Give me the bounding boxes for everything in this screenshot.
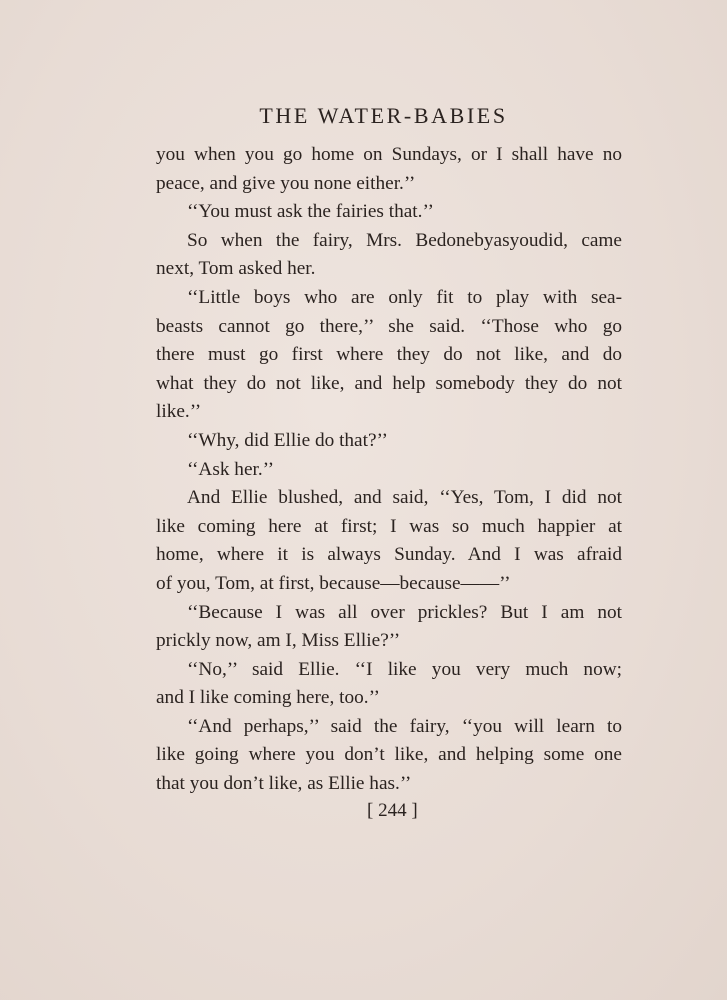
text-line: ‘‘Why, did Ellie do that?’’ — [187, 429, 388, 451]
text-line: ‘‘Little boys who are only fit to play with sea- — [187, 286, 622, 308]
text-line: what they do not like, and help somebody they do not — [156, 372, 622, 394]
text-line: ‘‘Ask her.’’ — [187, 458, 275, 480]
text-line: like.’’ — [156, 401, 202, 423]
text-line: peace, and give you none either.’’ — [156, 172, 416, 194]
running-head: THE WATER-BABIES — [259, 103, 508, 128]
text-line: like coming here at first; I was so much happier at — [156, 515, 622, 537]
text-line: there must go first where they do not like, and do — [156, 344, 622, 366]
page-number: [ 244 ] — [367, 800, 418, 821]
text-line: ‘‘No,’’ said Ellie. ‘‘I like you very much now; — [187, 658, 622, 680]
text-line: So when the fairy, Mrs. Bedonebyasyoudid, came — [187, 229, 622, 251]
text-line: ‘‘You must ask the fairies that.’’ — [187, 201, 434, 223]
text-line: And Ellie blushed, and said, ‘‘Yes, Tom, I did not — [187, 487, 622, 509]
text-line: beasts cannot go there,’’ she said. ‘‘Those who go — [156, 315, 622, 337]
text-line: ‘‘And perhaps,’’ said the fairy, ‘‘you will learn to — [187, 715, 622, 737]
text-line: and I like coming here, too.’’ — [156, 687, 380, 709]
text-line: like going where you don’t like, and helping some one — [156, 744, 622, 766]
text-line: you when you go home on Sundays, or I shall have no — [156, 144, 622, 165]
text-line: next, Tom asked her. — [156, 258, 316, 280]
text-line: prickly now, am I, Miss Ellie?’’ — [156, 630, 401, 652]
text-line: that you don’t like, as Ellie has.’’ — [156, 773, 412, 795]
text-line: of you, Tom, at first, because—because——’’ — [156, 572, 511, 594]
text-line: home, where it is always Sunday. And I was afraid — [156, 544, 622, 566]
text-line: ‘‘Because I was all over prickles? But I am not — [187, 601, 622, 623]
body-text — [156, 141, 622, 799]
